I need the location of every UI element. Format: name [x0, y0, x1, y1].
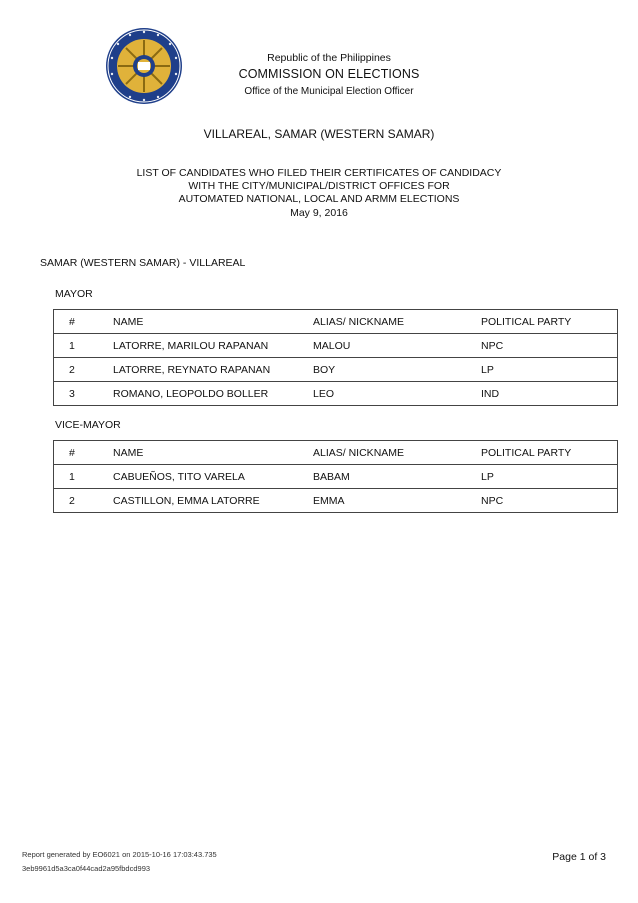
cell-num: 2: [54, 358, 114, 382]
cell-alias: LEO: [313, 382, 481, 406]
cell-alias: MALOU: [313, 334, 481, 358]
cell-party: NPC: [481, 489, 618, 513]
table-row: [54, 334, 618, 358]
page-number: Page 1 of 3: [552, 851, 606, 863]
cell-party: IND: [481, 382, 618, 406]
col-num-header: #: [54, 310, 114, 334]
cell-alias: EMMA: [313, 489, 481, 513]
col-num-header: #: [54, 441, 114, 465]
cell-party: LP: [481, 465, 618, 489]
col-party-header: POLITICAL PARTY: [481, 310, 618, 334]
office-label-vice-mayor: VICE-MAYOR: [55, 419, 121, 431]
header-republic: Republic of the Philippines: [267, 52, 391, 64]
report-hash: 3eb9961d5a3ca0f44cad2a95fbdcd993: [22, 864, 151, 873]
report-generated-note: Report generated by EO6021 on 2015-10-16 17:03:43.735: [22, 850, 217, 859]
cell-num: 1: [54, 334, 114, 358]
cell-alias: BOY: [313, 358, 481, 382]
table-row: [54, 489, 618, 513]
table-header-row: [54, 310, 618, 334]
cell-num: 1: [54, 465, 114, 489]
table-row: [54, 358, 618, 382]
table-row: [54, 465, 618, 489]
office-label-mayor: MAYOR: [55, 288, 93, 300]
cell-alias: BABAM: [313, 465, 481, 489]
table-header-row: [54, 441, 618, 465]
cell-name: CASTILLON, EMMA LATORRE: [113, 489, 313, 513]
vice-mayor-table: [53, 440, 618, 513]
col-party-header: POLITICAL PARTY: [481, 441, 618, 465]
cell-name: ROMANO, LEOPOLDO BOLLER: [113, 382, 313, 406]
title-line-3: AUTOMATED NATIONAL, LOCAL AND ARMM ELECTIONS: [178, 193, 460, 205]
cell-name: CABUEÑOS, TITO VARELA: [113, 465, 313, 489]
header-place: VILLAREAL, SAMAR (WESTERN SAMAR): [203, 127, 435, 141]
title-line-1: LIST OF CANDIDATES WHO FILED THEIR CERTIFICATES OF CANDIDACY: [136, 167, 502, 179]
mayor-table: [53, 309, 618, 406]
cell-party: NPC: [481, 334, 618, 358]
cell-name: LATORRE, REYNATO RAPANAN: [113, 358, 313, 382]
cell-name: LATORRE, MARILOU RAPANAN: [113, 334, 313, 358]
title-line-2: WITH THE CITY/MUNICIPAL/DISTRICT OFFICES FOR: [188, 180, 450, 192]
header-office: Office of the Municipal Election Officer: [244, 86, 414, 97]
col-name-header: NAME: [113, 441, 313, 465]
cell-party: LP: [481, 358, 618, 382]
col-alias-header: ALIAS/ NICKNAME: [313, 310, 481, 334]
cell-num: 3: [54, 382, 114, 406]
col-name-header: NAME: [113, 310, 313, 334]
table-row: [54, 382, 618, 406]
cell-num: 2: [54, 489, 114, 513]
header-commission: COMMISSION ON ELECTIONS: [238, 67, 420, 81]
location-heading: SAMAR (WESTERN SAMAR) - VILLAREAL: [40, 257, 246, 269]
col-alias-header: ALIAS/ NICKNAME: [313, 441, 481, 465]
election-date: May 9, 2016: [290, 207, 348, 219]
